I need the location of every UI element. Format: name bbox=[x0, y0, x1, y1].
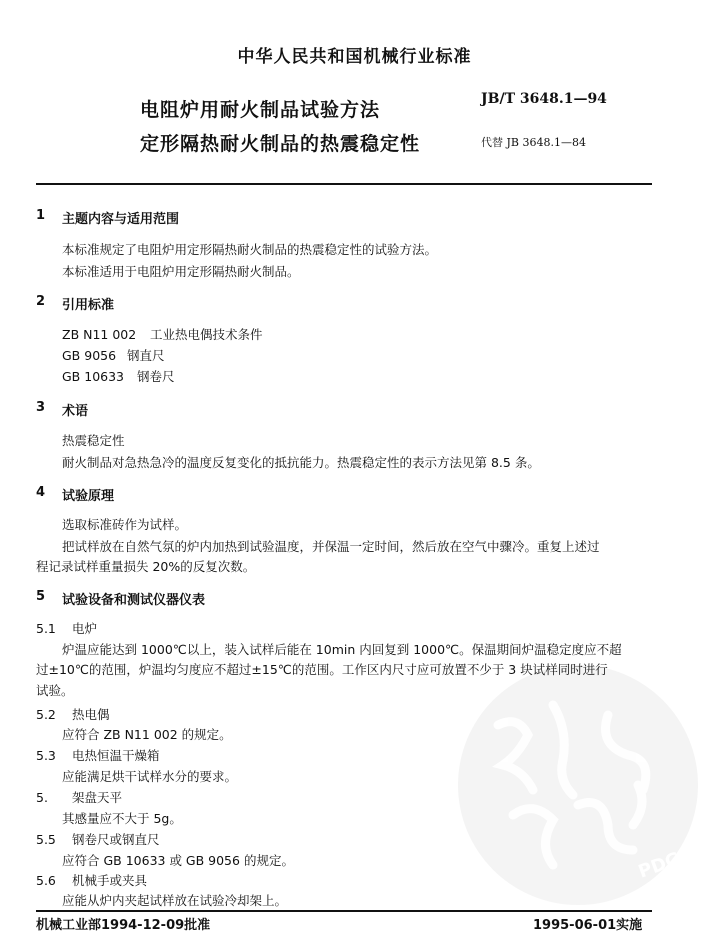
subsection-number: 5.3 bbox=[36, 748, 56, 763]
term-definition: 耐火制品对急热急冷的温度反复变化的抵抗能力。热震稳定性的表示方法见第 8.5 条。 bbox=[62, 455, 540, 470]
section-4-paragraph-1: 选取标准砖作为试样。 bbox=[62, 517, 188, 532]
subsection-number: 5.2 bbox=[36, 707, 56, 722]
subsection-text: 过±10℃的范围，炉温均匀度应不超过±15℃的范围。工作区内尺寸应可放置不少于 3 块试样同时进行 bbox=[36, 662, 608, 677]
section-1-number: 1 bbox=[36, 208, 46, 223]
subsection-number: 5.5 bbox=[36, 832, 56, 847]
section-1-paragraph-2: 本标准适用于电阻炉用定形隔热耐火制品。 bbox=[62, 264, 300, 279]
section-1-paragraph-1: 本标准规定了电阻炉用定形隔热耐火制品的热震稳定性的试验方法。 bbox=[62, 242, 438, 257]
subsection-title: 机械手或夹具 bbox=[72, 873, 148, 888]
reference-name: 工业热电偶技术条件 bbox=[150, 327, 263, 342]
watermark-seal bbox=[458, 665, 698, 905]
subsection-title: 电炉 bbox=[72, 621, 98, 636]
footer-divider bbox=[36, 910, 652, 912]
section-3-number: 3 bbox=[36, 400, 46, 415]
section-2-title: 引用标准 bbox=[62, 298, 115, 313]
reference-code: GB 9056 bbox=[62, 348, 117, 363]
reference-code: GB 10633 bbox=[62, 369, 124, 384]
subsection-text: 应符合 GB 10633 或 GB 9056 的规定。 bbox=[62, 853, 294, 868]
reference-code: ZB N11 002 bbox=[62, 327, 137, 342]
subsection-text: 应符合 ZB N11 002 的规定。 bbox=[62, 727, 232, 742]
section-1-title: 主题内容与适用范围 bbox=[62, 212, 180, 227]
subsection-text: 应能从炉内夹起试样放在试验冷却架上。 bbox=[62, 893, 288, 908]
subsection-number: 5.6 bbox=[36, 873, 56, 888]
section-4-number: 4 bbox=[36, 485, 46, 500]
standard-number: JB/T 3648.1—94 bbox=[481, 91, 607, 107]
section-5-title: 试验设备和测试仪器仪表 bbox=[62, 593, 206, 608]
issuing-organization: 中华人民共和国机械行业标准 bbox=[237, 47, 472, 67]
subsection-text: 应能满足烘干试样水分的要求。 bbox=[62, 769, 238, 784]
subsection-text: 炉温应能达到 1000℃以上，装入试样后能在 10min 内回复到 1000℃。保温期间炉温稳定度应不超 bbox=[62, 642, 622, 657]
term-heading: 热震稳定性 bbox=[62, 433, 125, 448]
subsection-text: 其感量应不大于 5g。 bbox=[62, 811, 182, 826]
approval-date: 机械工业部1994-12-09批准 bbox=[36, 918, 211, 933]
replaces-standard: 代替 JB 3648.1—84 bbox=[481, 136, 586, 149]
section-2-number: 2 bbox=[36, 294, 46, 309]
effective-date: 1995-06-01实施 bbox=[533, 918, 643, 933]
section-5-number: 5 bbox=[36, 589, 46, 604]
subsection-text: 试验。 bbox=[36, 683, 74, 698]
subsection-title: 钢卷尺或钢直尺 bbox=[72, 832, 160, 847]
subsection-number: 5. bbox=[36, 790, 48, 805]
document-title-line1: 电阻炉用耐火制品试验方法 bbox=[140, 99, 381, 121]
subsection-number: 5.1 bbox=[36, 621, 56, 636]
section-4-paragraph-2-line1: 把试样放在自然气氛的炉内加热到试验温度，并保温一定时间，然后放在空气中骤冷。重复上述过 bbox=[62, 539, 600, 554]
subsection-title: 热电偶 bbox=[72, 707, 110, 722]
reference-name: 钢卷尺 bbox=[137, 369, 175, 384]
subsection-title: 电热恒温干燥箱 bbox=[72, 748, 160, 763]
reference-name: 钢直尺 bbox=[127, 348, 165, 363]
document-title-line2: 定形隔热耐火制品的热震稳定性 bbox=[140, 133, 421, 155]
watermark-text: PDG bbox=[635, 848, 684, 883]
section-4-title: 试验原理 bbox=[62, 489, 115, 504]
section-4-paragraph-2-line2: 程记录试样重量损失 20%的反复次数。 bbox=[36, 559, 256, 574]
header-divider bbox=[36, 183, 652, 185]
section-3-title: 术语 bbox=[62, 404, 89, 419]
subsection-title: 架盘天平 bbox=[72, 790, 123, 805]
